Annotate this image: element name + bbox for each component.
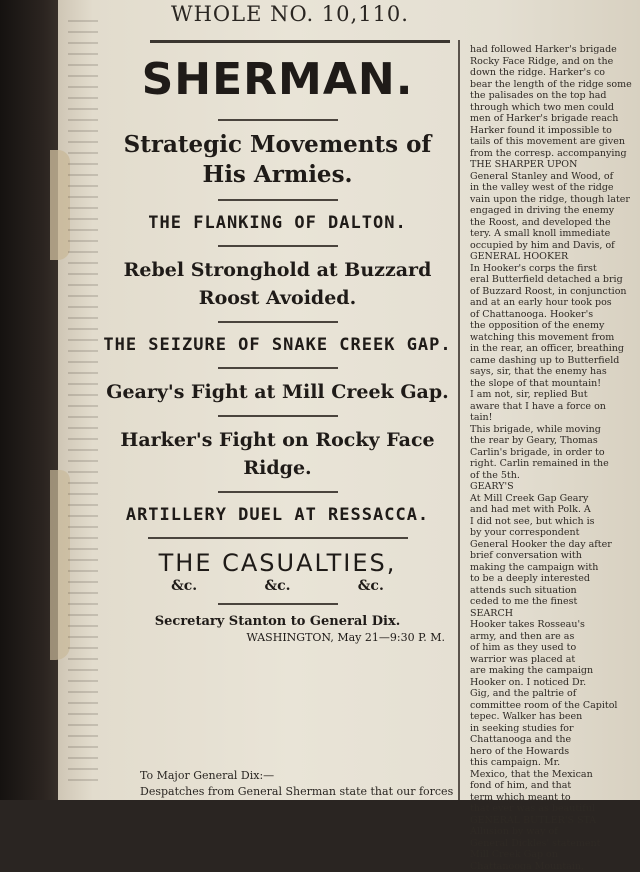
article-line: right. Carlin remained in the (462, 458, 640, 470)
article-line: I am not, sir, replied But (462, 389, 640, 401)
article-line: Hooker on. I noticed Dr. (462, 677, 640, 689)
dispatch-body (140, 768, 453, 800)
etc-mark: &c. (264, 578, 290, 594)
divider (148, 537, 408, 539)
article-line: down the ridge. Harker's co (462, 67, 640, 79)
divider (218, 415, 338, 417)
article-line: eral Butterfield detached a brig (462, 274, 640, 286)
article-line: of Buzzard Roost, in conjunction (462, 286, 640, 298)
article-line: the Roost, and developed the (462, 217, 640, 229)
article-line: GEARY'S (462, 481, 640, 493)
dispatch-salutation: To Major General Dix:— (140, 768, 453, 784)
article-line: tails of this movement are given (462, 136, 640, 148)
torn-paper-edge (50, 150, 70, 260)
article-line: SEARCH (462, 608, 640, 620)
etc-mark: &c. (358, 578, 384, 594)
article-line: Allusion by way of (462, 826, 640, 838)
article-line: men of Harker's brigade reach (462, 113, 640, 125)
article-line: through which two men could (462, 102, 640, 114)
article-line: in seeking studies for (462, 723, 640, 735)
article-line: making the campaign with (462, 562, 640, 574)
headline-column (100, 48, 455, 646)
article-line: are making the campaign (462, 665, 640, 677)
article-line: in the rear, an officer, breathing (462, 343, 640, 355)
article-line: tery. A small knoll immediate (462, 228, 640, 240)
article-line: Gig, and the paltrie of (462, 688, 640, 700)
article-line: In Hooker's corps the first (462, 263, 640, 275)
article-line: Chattanooga and the (462, 734, 640, 746)
deck-artillery-duel: ARTILLERY DUEL AT RESSACCA. (100, 502, 455, 528)
divider (218, 245, 338, 247)
article-line: hero of the Howards (462, 746, 640, 758)
article-line: attends such situation (462, 585, 640, 597)
article-line: the slope of that mountain! (462, 378, 640, 390)
divider (218, 199, 338, 201)
article-line: Harker found it impossible to (462, 125, 640, 137)
article-line: in the valley west of the ridge (462, 182, 640, 194)
article-line: This brigade, while moving (462, 424, 640, 436)
article-line: Carlin's brigade, in order to (462, 447, 640, 459)
divider (218, 321, 338, 323)
article-line: Chattanooga Mountain, (462, 861, 640, 872)
article-line: committee room of the Capitol (462, 700, 640, 712)
article-line: watching this movement from (462, 332, 640, 344)
article-line: to be a deeply interested (462, 573, 640, 585)
article-line: tain! (462, 412, 640, 424)
deck-secretary-stanton: Secretary Stanton to General Dix. (100, 614, 455, 630)
deck-geary-fight: Geary's Fight at Mill Creek Gap. (100, 378, 455, 406)
article-line: of the 5th. (462, 470, 640, 482)
article-line: by your correspondent (462, 527, 640, 539)
divider (218, 603, 338, 605)
article-line: bear the length of the ridge some (462, 79, 640, 91)
deck-strategic-movements: Strategic Movements of His Armies. (100, 130, 455, 190)
article-line: the palisades on the top had (462, 90, 640, 102)
article-line: had followed Harker's brigade (462, 44, 640, 56)
page-binding-edge (0, 0, 62, 800)
etc-row (138, 578, 418, 594)
article-line: occupied by him and Davis, of (462, 240, 640, 252)
article-line: THE SHARPER UPON (462, 159, 640, 171)
article-line: Hooker takes Rosseau's (462, 619, 640, 631)
deck-flanking-dalton: THE FLANKING OF DALTON. (100, 210, 455, 236)
deck-harker-fight: Harker's Fight on Rocky Face Ridge. (100, 426, 455, 482)
article-line: Mill Creek Gap on (462, 849, 640, 861)
article-line: came dashing up to Butterfield (462, 355, 640, 367)
deck-casualties: THE CASUALTIES, (100, 548, 455, 578)
article-line: the opposition of the enemy (462, 320, 640, 332)
article-line: At Mill Creek Gap Geary (462, 493, 640, 505)
deck-snake-creek-gap: THE SEIZURE OF SNAKE CREEK GAP. (100, 332, 455, 358)
article-line: army, and then are as (462, 631, 640, 643)
article-line: General Stanley and Wood, of (462, 171, 640, 183)
article-line: the rear by Geary, Thomas (462, 435, 640, 447)
article-line: that ever was as beautiful (462, 803, 640, 815)
torn-paper-edge (50, 470, 70, 660)
divider (218, 119, 338, 121)
article-line: term which meant to (462, 792, 640, 804)
masthead-issue-number: WHOLE NO. 10,110. (130, 2, 450, 26)
article-line: this campaign. Mr. (462, 757, 640, 769)
faint-bleed-column (68, 20, 98, 790)
divider (218, 491, 338, 493)
etc-mark: &c. (171, 578, 197, 594)
article-line: says, sir, that the enemy has (462, 366, 640, 378)
article-line: Rocky Face Ridge, and on the (462, 56, 640, 68)
article-line: of Chattanooga. Hooker's (462, 309, 640, 321)
masthead-rule (150, 40, 450, 43)
dateline: WASHINGTON, May 21—9:30 P. M. (100, 630, 455, 646)
article-line: from the corresp. accompanying (462, 148, 640, 160)
article-line: vain upon the ridge, though later (462, 194, 640, 206)
main-headline: SHERMAN. (100, 50, 455, 110)
article-line: and at an early hour took pos (462, 297, 640, 309)
article-line: tepec. Walker has been (462, 711, 640, 723)
divider (218, 367, 338, 369)
article-line: and had met with Polk. A (462, 504, 640, 516)
article-line: ceded to me the finest (462, 596, 640, 608)
article-line: General Dickles' statement (462, 838, 640, 850)
article-line: GENERAL HOOKER (462, 251, 640, 263)
article-line: warrior was placed at (462, 654, 640, 666)
column-rule (458, 40, 460, 800)
dispatch-first-line: Despatches from General Sherman state that our forces (140, 784, 453, 800)
deck-rebel-stronghold: Rebel Stronghold at Buzzard Roost Avoided. (100, 256, 455, 312)
right-article-column (462, 44, 640, 800)
article-line: Mexico, that the Mexican (462, 769, 640, 781)
article-line: General Hooker the day after (462, 539, 640, 551)
article-line: of him as they used to (462, 642, 640, 654)
article-line: GENERAL BUTLER'S STA (462, 815, 640, 827)
article-line: brief conversation with (462, 550, 640, 562)
article-line: I did not see, but which is (462, 516, 640, 528)
article-line: aware that I have a force on (462, 401, 640, 413)
article-line: engaged in driving the enemy (462, 205, 640, 217)
article-line: fond of him, and that (462, 780, 640, 792)
